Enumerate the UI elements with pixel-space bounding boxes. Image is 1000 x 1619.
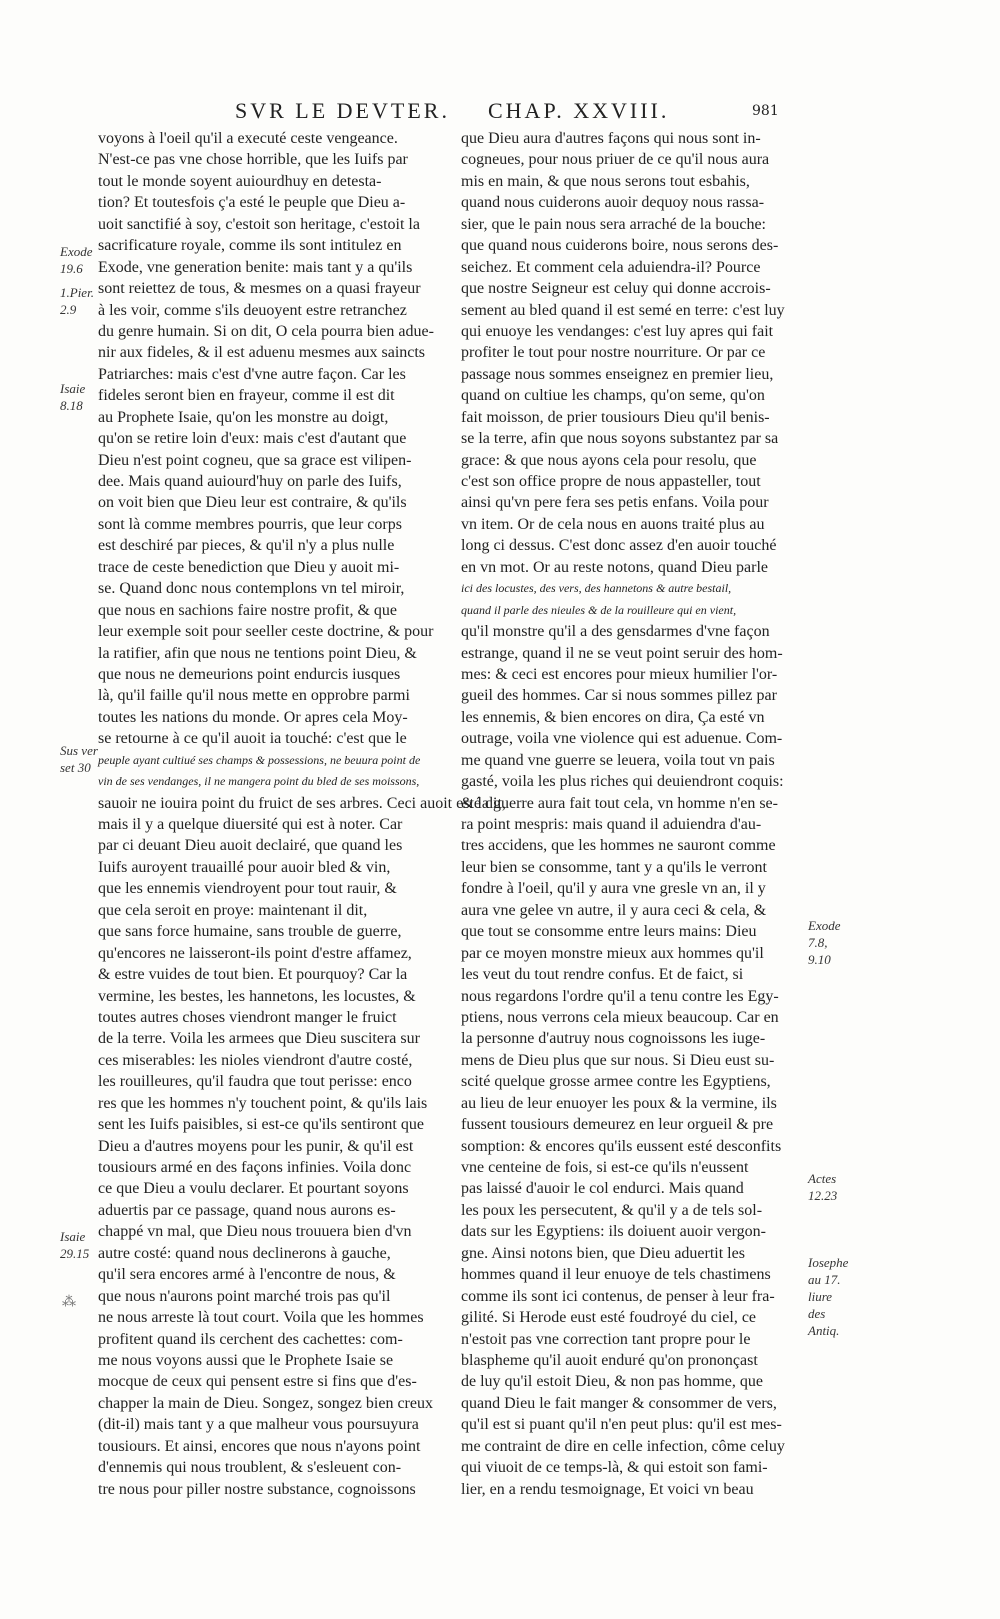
text-line: & la guerre aura fait tout cela, vn homme n'en se- [461,794,778,812]
text-line: sent les Iuifs paisibles, si est-ce qu'ils sentiront que [98,1116,424,1134]
text-line: quand on cultiue les champs, qu'on seme, qu'on [461,387,765,405]
text-line: Iuifs auroyent trauaillé pour auoir bled & vin, [98,858,391,876]
text-line: qu'encores ne laisseront-ils point d'estre affamez, [98,944,412,962]
running-head-left: SVR LE DEVTER. [235,98,450,123]
text-line: long ci dessus. C'est donc assez d'en auoir touché [461,537,777,555]
text-line: tre nous pour piller nostre substance, cognoissons [98,1480,416,1498]
text-line: ce que Dieu a voulu declarer. Et pourtant soyons [98,1180,409,1198]
text-line: nous regardons l'ordre qu'il a tenu contre les Egy- [461,987,779,1005]
text-line: qu'il monstre qu'il a des gensdarmes d'vne façon [461,623,770,641]
text-line: passage nous sommes enseignez en premier lieu, [461,365,774,383]
text-line: fait moisson, de prier tousiours Dieu qu'il benis- [461,408,770,426]
text-line: on voit bien que Dieu leur est contraire, & qu'ils [98,494,407,512]
text-line: tousiours armé en des façons infinies. Voila donc [98,1159,412,1176]
text-line: leur exemple soit pour seeller ceste doctrine, & pour [98,623,434,641]
text-line: chappé vn mal, que Dieu nous trouuera bien d'vn [98,1223,412,1241]
margin-note-left: 1.Pier. 2.9 [60,285,94,317]
text-line: les ennemis, & bien encores on dira, Ça esté vn [461,708,765,726]
text-line: qui enuoye les vendanges: c'est luy apres qui fait [461,322,774,340]
text-line: leur bien se consomme, tant y a qu'ils le verront [461,858,767,876]
text-line: aura vne gelee vn autre, il y aura ceci & cela, & [461,901,767,919]
text-line: se la terre, afin que nous soyons substantez par sa [461,430,779,448]
text-line: estrange, quand il ne se veut point seruir des hom- [461,644,783,662]
text-line: gueil des hommes. Car si nous sommes pillez par [461,687,777,705]
text-line: au lieu de leur enuoyer les poux & la vermine, ils [461,1094,777,1112]
text-line: mis en main, & que nous serons tout esbahis, [461,172,750,190]
margin-note-right: Iosephe au 17. liure des Antiq. [808,1255,849,1338]
text-line: tout le monde soyent auiourdhuy en detesta- [98,172,382,190]
text-line: qu'il est si puant qu'il n'en peut plus: qu'il est mes- [461,1416,782,1434]
text-line: tousiours. Et ainsi, encores que nous n'ayons point [98,1437,421,1455]
text-line: se. Quand donc nous contemplons vn tel miroir, [98,580,405,598]
text-line: fideles seront bien en frayeur, comme il est dit [98,387,395,405]
text-line: profiter le tout pour nostre nourriture. Or par ce [461,344,766,362]
text-line: trace de ceste benediction que Dieu y auoit mi- [98,558,400,576]
right-text-column [461,128,811,1500]
text-line: de la terre. Voila les armees que Dieu suscitera sur [98,1030,420,1048]
text-line: qui viuoit de ce temps-là, & qui estoit son fami- [461,1459,768,1477]
text-line: par ce moyen monstre mieux aux hommes qu'il [461,944,764,962]
text-line: là, qu'il faille qu'il nous mette en opprobre parmi [98,687,410,705]
text-line: en vn mot. Or au reste notons, quand Dieu parle [461,558,769,576]
text-line: se retourne à ce qu'il auoit ia touché: c'est que le [98,730,407,748]
text-line: cogneues, pour nous priuer de ce qu'il nous aura [461,151,770,169]
text-line: nir aux fideles, & il est aduenu mesmes aux saincts [98,344,426,362]
text-line: que quand nous cuiderons boire, nous serons des- [461,237,779,255]
text-line: pas laissé d'auoir le col endurci. Mais quand [461,1180,744,1198]
text-line: Dieu a d'autres moyens pour les punir, & qu'il est [98,1137,414,1155]
text-line: ne nous arreste là tout court. Voila que les hommes [98,1309,424,1327]
text-line: mes: & ceci est encores pour mieux humilier l'or- [461,665,778,683]
margin-note-right: Actes 12.23 [808,1171,838,1203]
text-line: dats sur les Egyptiens: ils doiuent auoir vergon- [461,1223,766,1241]
text-line: la personne d'autruy nous cognoissons les iuge- [461,1030,766,1048]
text-line: les rouilleures, qu'il faudra que tout perisse: enco [98,1073,412,1091]
text-line: à les voir, comme s'ils deuoyent estre retranchez [98,301,407,319]
text-line: sont là comme membres pourris, que leur corps [98,515,402,533]
running-head-right: CHAP. XXVIII. [488,98,670,123]
text-line: sier, que le pain nous sera arraché de la bouche: [461,215,766,233]
text-line: qu'on se retire loin d'eux: mais c'est d'autant que [98,430,407,448]
text-line: Dieu n'est point cogneu, que sa grace est vilipen- [98,451,412,469]
text-line: de luy qu'il estoit Dieu, & non pas homme, que [461,1373,763,1391]
text-line: que tout se consomme entre leurs mains: Dieu [461,923,757,941]
text-line: outrage, voila vne violence qui est aduenue. Com- [461,730,783,748]
text-line: c'est son office propre de nous appasteller, tout [461,473,761,490]
text-line: chapper la main de Dieu. Songez, songez bien creux [98,1394,433,1412]
text-line: les poux les persecutent, & qu'il y a de tels sol- [461,1201,763,1219]
text-line: N'est-ce pas vne chose horrible, que les Iuifs par [98,151,408,169]
text-line: me nous voyons aussi que le Prophete Isaie se [98,1351,394,1369]
text-line: ces miserables: les nioles viendront d'autre costé, [98,1051,413,1069]
text-line: sauoir ne iouira point du fruict de ses arbres. Ceci auoit esté dit, [98,794,506,812]
text-line: gasté, voila les plus riches qui deuiendront coquis: [461,773,784,791]
text-line: fondre à l'oeil, qu'il y aura vne gresle vn an, il y [461,880,766,898]
text-line: me contraint de dire en celle infection, côme celuy [461,1437,785,1455]
text-line: que nous n'aurons point marché trois pas qu'il [98,1287,391,1305]
text-line: tion? Et toutesfois ç'a esté le peuple que Dieu a- [98,194,406,212]
text-line: hommes quand il leur enuoye de tels chastimens [461,1266,771,1284]
text-line: ainsi qu'vn pere fera ses petis enfans. Voila pour [461,494,769,512]
text-line: vin de ses vendanges, il ne mangera point du bled de ses moissons, [98,774,420,789]
text-line: lier, en a rendu tesmoignage, Et voici vn beau [461,1480,754,1498]
margin-note-left: Sus ver set 30 [60,743,98,775]
text-line: fussent tousiours demeurez en leur orgueil & pre [461,1116,774,1134]
text-line: du genre humain. Si on dit, O cela pourra bien adue- [98,322,434,340]
text-line: quand il parle des nieules & de la rouilleure qui en vient, [461,602,737,617]
text-line: que nous en sachions faire nostre profit, & que [98,601,398,619]
text-line: que nous ne demeurions point endurcis iusques [98,665,401,683]
text-line: vne centeine de fois, si est-ce qu'ils n'eussent [461,1159,749,1176]
text-line: comme ils sont ici contenus, de penser à leur fra- [461,1287,775,1305]
text-line: mocque de ceux qui pensent estre si fins que d'es- [98,1373,417,1391]
small-ornament-icon: ⁂ [62,1294,76,1310]
text-line: (dit-il) mais tant y a que malheur vous poursuyura [98,1416,419,1434]
text-line: vermine, les bestes, les hannetons, les locustes, & [98,987,416,1005]
margin-note-left: Isaie 8.18 [60,381,86,413]
text-line: sacrificature royale, comme ils sont intitulez en [98,237,402,255]
text-line: ptiens, nous verrons cela mieux beaucoup. Car en [461,1008,779,1026]
text-line: au Prophete Isaie, qu'on les monstre au doigt, [98,408,389,426]
page-number: 981 [752,103,779,119]
margin-note-right: Exode 7.8, 9.10 [808,918,841,967]
text-line: tres accidens, que les hommes ne sauront comme [461,837,776,855]
text-line: toutes autres choses viendront manger le fruict [98,1008,397,1026]
text-line: est deschiré par pieces, & qu'il n'y a plus nulle [98,537,395,555]
text-line: autre costé: quand nous declinerons à gauche, [98,1244,391,1262]
text-line: scité quelque grosse armee contre les Egyptiens, [461,1073,771,1091]
text-line: uoit sanctifié à soy, c'estoit son heritage, c'estoit la [98,215,420,233]
text-line: quand nous cuiderons auoir dequoy nous rassa- [461,194,765,212]
text-line: les veut du tout rendre confus. Et de faict, si [461,966,744,984]
text-line: Patriarches: mais c'est d'vne autre façon. Car les [98,365,406,383]
text-line: mens de Dieu plus que sur nous. Si Dieu eust su- [461,1051,775,1069]
text-line: quand Dieu le fait manger & consommer de vers, [461,1394,777,1412]
margin-note-left: Exode 19.6 [60,244,93,276]
text-line: me quand vne guerre se leuera, voila tout vn pais [461,751,775,769]
text-line: profitent quand ils cerchent des cachettes: com- [98,1330,403,1348]
text-line: n'estoit pas vne correction tant propre pour le [461,1330,751,1348]
text-line: voyons à l'oeil qu'il a executé ceste vengeance. [98,130,398,147]
text-line: par ci deuant Dieu auoit declairé, que quand les [98,837,403,855]
text-line: que Dieu aura d'autres façons qui nous sont in- [461,130,761,147]
text-line: que sans force humaine, sans trouble de guerre, [98,923,402,941]
text-line: ra point mespris: mais quand il aduiendra d'au- [461,816,762,833]
text-line: que cela seroit en proye: maintenant il dit, [98,901,368,919]
text-line: gne. Ainsi notons bien, que Dieu aduertit les [461,1244,745,1262]
text-line: & estre vuides de tout bien. Et pourquoy? Car la [98,966,408,984]
text-line: sont reiettez de tous, & mesmes on a quasi frayeur [98,280,421,298]
text-line: dee. Mais quand auiourd'huy on parle des Iuifs, [98,473,402,490]
text-line: la ratifier, afin que nous ne tentions point Dieu, & [98,644,417,662]
left-text-column [98,128,506,1500]
text-line: ici des locustes, des vers, des hannetons & autre bestail, [461,581,732,596]
text-line: seichez. Et comment cela aduiendra-il? Pource [461,258,761,276]
text-line: vn item. Or de cela nous en auons traité plus au [461,515,765,533]
text-line: d'ennemis qui nous troublent, & s'esleuent con- [98,1459,402,1477]
text-line: blaspheme qu'il auoit enduré qu'on prononçast [461,1351,758,1369]
text-line: Exode, vne generation benite: mais tant y a qu'ils [98,258,413,276]
text-line: gilité. Si Herode eust esté foudroyé du ciel, ce [461,1309,757,1327]
margin-note-left: Isaie 29.15 [60,1229,90,1261]
text-line: que les ennemis viendroyent pour tout rauir, & [98,880,397,898]
text-line: res que les hommes n'y touchent point, & qu'ils lais [98,1094,428,1112]
text-line: que nostre Seigneur est celuy qui donne accrois- [461,280,771,298]
text-line: somption: & encores qu'ils eussent esté desconfits [461,1137,782,1155]
text-line: toutes les nations du monde. Or apres cela Moy- [98,708,408,726]
text-line: grace: & que nous ayons cela pour resolu, que [461,451,757,469]
text-line: qu'il sera encores armé à l'encontre de nous, & [98,1266,396,1284]
text-line: mais il y a quelque diuersité qui est à noter. Car [98,816,403,833]
text-line: peuple ayant cultiué ses champs & possessions, ne beuura point de [98,752,421,767]
text-line: aduertis par ce passage, quand nous aurons es- [98,1201,396,1219]
text-line: sement au bled quand il est semé en terre: c'est luy [461,301,785,319]
